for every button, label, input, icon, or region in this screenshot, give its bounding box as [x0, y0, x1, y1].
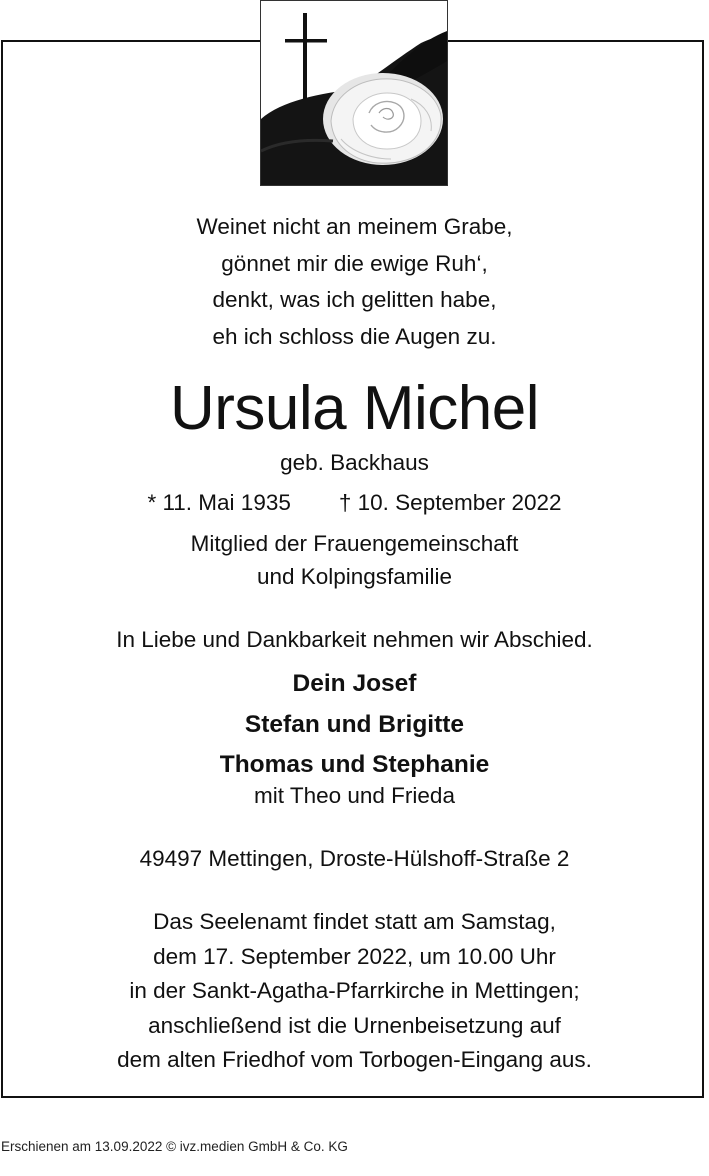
birth-date: * 11. Mai 1935 [147, 490, 291, 515]
poem-line: Weinet nicht an meinem Grabe, [196, 214, 513, 239]
membership [0, 528, 709, 593]
poem-line: denkt, was ich gelitten habe, [212, 287, 497, 312]
address: 49497 Mettingen, Droste-Hülshoff-Straße 2 [139, 846, 570, 871]
family-member: Stefan und Brigitte [244, 710, 465, 738]
poem-line: gönnet mir die ewige Ruh‘, [221, 250, 488, 276]
maiden-name: geb. Backhaus [280, 450, 429, 475]
service-line: Das Seelenamt findet statt am Samstag, [153, 909, 556, 934]
membership-line: und Kolpingsfamilie [256, 563, 453, 589]
farewell-text: In Liebe und Dankbarkeit nehmen wir Abschied. [116, 627, 593, 652]
deceased-name: Ursula Michel [169, 374, 540, 443]
publication-footer: Erschienen am 13.09.2022 © ivz.medien GmbH & Co. KG [1, 1139, 348, 1154]
family-note: mit Theo und Frieda [254, 783, 455, 808]
cross-rose-emblem [260, 0, 448, 186]
service-info [0, 905, 709, 1078]
service-line: dem 17. September 2022, um 10.00 Uhr [153, 943, 556, 969]
poem-line: eh ich schloss die Augen zu. [212, 323, 497, 349]
cross-icon [285, 13, 327, 99]
emblem-image [261, 1, 447, 185]
service-line: in der Sankt-Agatha-Pfarrkirche in Mettingen; [129, 978, 580, 1003]
family-member: Dein Josef [292, 670, 417, 697]
membership-line: Mitglied der Frauengemeinschaft [190, 531, 519, 556]
service-line: anschließend ist die Urnenbeisetzung auf [148, 1012, 561, 1038]
service-line: dem alten Friedhof vom Torbogen-Eingang aus. [117, 1047, 592, 1072]
life-dates [0, 488, 709, 518]
death-date: † 10. September 2022 [338, 490, 562, 515]
family-names [0, 664, 709, 786]
family-member: Thomas und Stephanie [219, 751, 490, 778]
poem [0, 209, 709, 355]
